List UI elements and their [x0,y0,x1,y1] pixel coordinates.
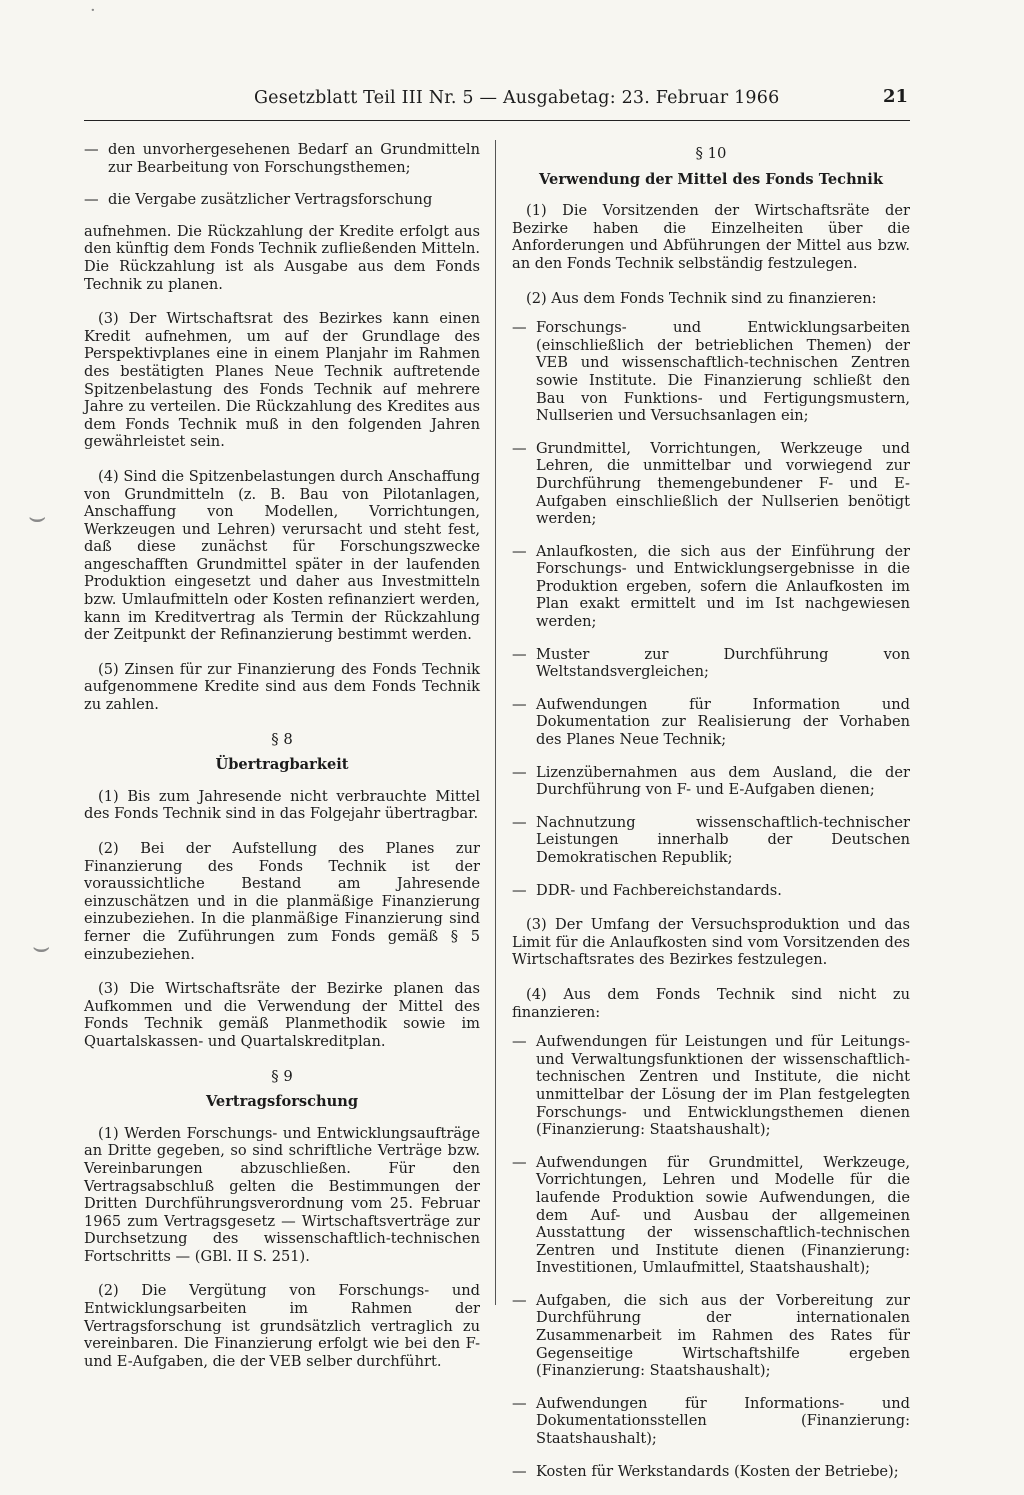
dash-icon: — [84,141,99,158]
list-item-text: Forschungs- und Entwicklungsarbeiten (einschließlich der betrieblichen Themen) der VEB und wissenschaftlich-technischen Zentren sowie Institute. Die Finanzierung schließt den Bau von Funktions- und Fertigungsmustern, Nullserien und Versuchsanlagen ein; [536,319,910,425]
list-item-text: Muster zur Durchführung von Weltstandsvergleichen; [536,645,910,681]
list-item [512,440,910,528]
dash-icon: — [512,542,527,560]
list-item [512,814,910,867]
paragraph: (5) Zinsen für zur Finanzierung des Fonds Technik aufgenommene Kredite sind aus dem Fonds Technik zu zahlen. [84,660,480,714]
section-title: Vertragsforschung [205,1093,359,1111]
section-title: Übertragbarkeit [215,756,349,774]
list-item-text: Aufgaben, die sich aus der Vorbereitung zur Durchführung der internationalen Zusammenarbeit im Rahmen des Rates für Gegenseitige Wirtschaftshilfe ergeben (Finanzierung: Staatshaushalt); [536,1291,910,1380]
list-item [84,141,480,176]
section-title: Verwendung der Mittel des Fonds Technik [539,170,883,188]
list-item-text: Aufwendungen für Leistungen und für Leitungs- und Verwaltungsfunktionen der wissenschaftlich-technischen Zentren und Institute, die nicht unmittelbar der Lösung der im Plan festgelegten Forschungs- und Entwicklungsthemen dienen (Finanzierung: Staatshaushalt); [536,1033,910,1139]
section-number: § 8 [271,730,293,748]
paragraph: (3) Die Wirtschaftsräte der Bezirke planen das Aufkommen und die Verwendung der Mittel des Fonds Technik gemäß Planmethodik sowie im Quartalskassen- und Quartalskreditplan. [84,980,480,1050]
paragraph: aufnehmen. Die Rückzahlung der Kredite erfolgt aus den künftig dem Fonds Technik zufließenden Mitteln. Die Rückzahlung ist als Ausgabe aus dem Fonds Technik zu planen. [84,222,480,293]
paragraph: (2) Aus dem Fonds Technik sind zu finanzieren: [526,289,877,307]
dash-icon: — [512,763,527,781]
header-title: Gesetzblatt Teil III Nr. 5 — Ausgabetag: 23. Februar 1966 [254,88,780,108]
list-item [512,696,910,749]
list-item-text: Grundmittel, Vorrichtungen, Werkzeuge und Lehren, die unmittelbar und vorwiegend zur Durchführung themengebundener F- und E-Aufgaben einschließlich der Nullserien benötigt werden; [536,439,910,528]
dash-icon: — [512,439,527,457]
dash-icon: — [512,1462,527,1480]
dash-icon: — [512,881,527,899]
dash-icon: — [512,695,527,713]
left-column [84,141,480,1387]
paragraph: (4) Sind die Spitzenbelastungen durch Anschaffung von Grundmitteln (z. B. Bau von Pilotanlagen, Anschaffung von Modellen, Vorrichtungen, Werkzeugen und Lehren) verursacht und steht fest, daß diese zunächst für Forschungszwecke angeschafften Grundmittel später in der laufenden Produktion eingesetzt und daher aus Investmitteln bzw. Umlaufmitteln oder Kosten refinanziert werden, kann im Kreditvertrag als Termin der Rückzahlung der Zeitpunkt der Refinanzierung bestimmt werden. [84,467,480,644]
list-item-text: Kosten für Werkstandards (Kosten der Betriebe); [536,1462,899,1480]
list-item [512,543,910,631]
dash-icon: — [84,191,99,209]
list-item [512,1033,910,1139]
paragraph: (1) Werden Forschungs- und Entwicklungsaufträge an Dritte gegeben, so sind schriftliche Verträge bzw. Vereinbarungen abzuschließen. Für den Vertragsabschluß gelten die Bestimmungen der Dritten Durchführungsverordnung vom 25. Februar 1965 zum Vertragsgesetz — Wirtschaftsverträge zur Durchsetzung des wissenschaftlich-technischen Fortschritts — (GBl. II S. 251). [84,1124,480,1265]
list-item-text: Nachnutzung wissenschaftlich-technischer Leistungen innerhalb der Deutschen Demokratischen Republik; [536,813,910,866]
list-item [512,882,910,900]
list-item [512,1292,910,1380]
list-item-text: die Vergabe zusätzlicher Vertragsforschung [108,191,433,209]
dash-icon: — [512,645,527,663]
list-item-text: Aufwendungen für Information und Dokumentation zur Realisierung der Vorhaben des Planes Neue Technik; [536,695,910,749]
paragraph: (2) Bei der Aufstellung des Planes zur Finanzierung des Fonds Technik ist der voraussichtliche Bestand am Jahresende einzuschätzen und in die planmäßige Finanzierung einzubeziehen. In die planmäßige Finanzierung sind ferner die Zuführungen zum Fonds gemäß § 5 einzubeziehen. [84,840,480,963]
scan-mark-icon: · [90,0,96,21]
list-item [512,1395,910,1448]
list-item [512,646,910,681]
right-column [512,141,910,1495]
page-number: 21 [882,86,908,107]
paragraph: (2) Die Vergütung von Forschungs- und Entwicklungsarbeiten im Rahmen der Vertragsforschung ist grundsätzlich vertraglich zu vereinbaren. Die Finanzierung erfolgt wie bei den F- und E-Aufgaben, die der VEB selber durchführt. [84,1282,480,1370]
paragraph: (3) Der Umfang der Versuchsproduktion und das Limit für die Anlaufkosten sind vom Vorsitzenden des Wirtschaftsrates des Bezirkes festzulegen. [512,916,910,969]
list-item [512,1154,910,1277]
paragraph: (4) Aus dem Fonds Technik sind nicht zu finanzieren: [512,985,910,1021]
list-item-text: Anlaufkosten, die sich aus der Einführung der Forschungs- und Entwicklungsergebnisse in die Produktion ergeben, sofern die Anlaufkosten im Plan exakt ermittelt und im Ist nachgewiesen werden; [536,542,910,631]
dash-icon: — [512,1291,527,1309]
paragraph: (1) Die Vorsitzenden der Wirtschaftsräte der Bezirke haben die Einzelheiten über die Anforderungen und Abführungen der Mittel aus bzw. an den Fonds Technik selbständig festzulegen. [512,202,910,272]
dash-icon: — [512,1394,527,1412]
dash-icon: — [512,813,527,831]
scan-mark-icon: ⌣ [32,930,51,963]
dash-icon: — [512,1153,527,1171]
list-item [512,764,910,799]
scan-mark-icon: ⌣ [28,500,47,533]
column-divider [495,140,496,1305]
list-item-text: DDR- und Fachbereichstandards. [536,881,782,899]
paragraph: (1) Bis zum Jahresende nicht verbrauchte Mittel des Fonds Technik sind in das Folgejahr übertragbar. [84,787,480,823]
list-item-text: Aufwendungen für Grundmittel, Werkzeuge, Vorrichtungen, Lehren und Modelle für die laufende Produktion sowie Aufwendungen, die dem Auf- und Ausbau der allgemeinen Ausstattung der wissenschaftlich-technischen Zentren und Institute dienen (Finanzierung: Investitionen, Umlaufmittel, Staatshaushalt); [536,1153,910,1277]
dash-icon: — [512,1033,527,1051]
section-number: § 9 [271,1067,293,1085]
page-header [84,86,910,121]
list-item [84,191,480,209]
list-item-text: Aufwendungen für Informations- und Dokumentationsstellen (Finanzierung: Staatshaushalt); [536,1394,910,1448]
dash-icon: — [512,319,527,337]
list-item [512,319,910,425]
paragraph: (3) Der Wirtschaftsrat des Bezirkes kann einen Kredit aufnehmen, um auf der Grundlage des Perspektivplanes eine in einem Planjahr im Rahmen des bestätigten Planes Neue Technik auftretende Spitzenbelastung des Fonds Technik auf mehrere Jahre zu verteilen. Die Rückzahlung des Kredites aus dem Fonds Technik muß in den folgenden Jahren gewährleistet sein. [84,310,480,451]
section-number: § 10 [695,145,727,162]
list-item-text: den unvorhergesehenen Bedarf an Grundmitteln zur Bearbeitung von Forschungsthemen; [108,141,480,176]
list-item-text: Lizenzübernahmen aus dem Ausland, die der Durchführung von F- und E-Aufgaben dienen; [536,763,910,799]
list-item [512,1463,910,1481]
